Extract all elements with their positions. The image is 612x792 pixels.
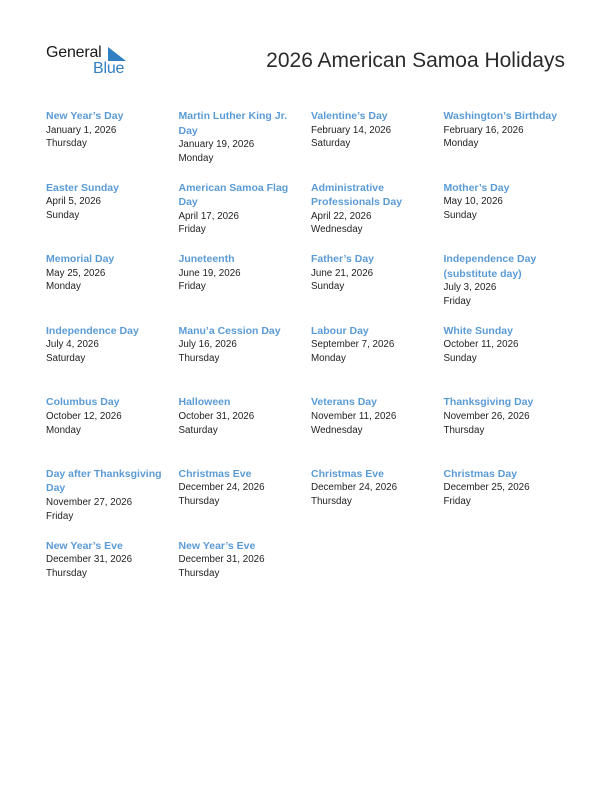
holiday-date: July 4, 2026 bbox=[46, 339, 99, 351]
holiday-name: Father’s Day bbox=[311, 253, 375, 266]
holiday-date: April 5, 2026 bbox=[46, 196, 102, 208]
holiday-item bbox=[179, 252, 312, 324]
holiday-name: American Samoa Flag Day bbox=[178, 181, 289, 209]
holiday-weekday: Wednesday bbox=[311, 224, 363, 236]
holiday-weekday: Thursday bbox=[46, 138, 87, 150]
holiday-date: February 14, 2026 bbox=[311, 124, 392, 136]
holiday-name: Thanksgiving Day bbox=[443, 396, 534, 409]
holiday-date: April 17, 2026 bbox=[178, 210, 239, 222]
holiday-item bbox=[46, 324, 179, 396]
holiday-name: Easter Sunday bbox=[46, 181, 119, 194]
holiday-name: New Year’s Day bbox=[46, 110, 124, 122]
holiday-weekday: Friday bbox=[443, 295, 471, 307]
holiday-weekday: Sunday bbox=[311, 281, 345, 293]
holiday-item bbox=[311, 252, 444, 324]
holiday-name: Christmas Eve bbox=[311, 467, 384, 480]
holiday-date: June 21, 2026 bbox=[311, 267, 374, 279]
holiday-item bbox=[46, 539, 179, 611]
holiday-item bbox=[444, 252, 577, 324]
holiday-weekday: Thursday bbox=[443, 424, 485, 436]
holiday-item bbox=[46, 467, 179, 539]
holiday-date: November 11, 2026 bbox=[311, 410, 397, 422]
holiday-weekday: Saturday bbox=[46, 353, 86, 365]
holiday-name: Washington’s Birthday bbox=[443, 110, 558, 122]
holiday-name: New Year’s Eve bbox=[46, 539, 123, 552]
holiday-item bbox=[179, 539, 312, 611]
holiday-name: Valentine’s Day bbox=[311, 110, 388, 122]
holiday-weekday: Saturday bbox=[311, 138, 351, 150]
holiday-name: Day after Thanksgiving Day bbox=[46, 467, 162, 495]
holiday-item bbox=[179, 395, 312, 467]
holiday-weekday: Wednesday bbox=[311, 424, 363, 436]
holiday-name: Manu’a Cession Day bbox=[178, 324, 281, 337]
holiday-item bbox=[179, 109, 312, 181]
holiday-name: Veterans Day bbox=[311, 396, 377, 409]
holiday-grid bbox=[46, 109, 576, 610]
holiday-weekday: Thursday bbox=[178, 567, 220, 579]
holiday-item bbox=[311, 324, 444, 396]
holiday-weekday: Friday bbox=[443, 496, 471, 508]
holiday-weekday: Monday bbox=[443, 138, 479, 150]
holiday-name: Memorial Day bbox=[46, 253, 115, 266]
holiday-date: October 11, 2026 bbox=[443, 339, 519, 351]
holiday-name: Administrative Professionals Day bbox=[311, 181, 403, 209]
holiday-date: July 3, 2026 bbox=[443, 282, 497, 294]
holiday-weekday: Monday bbox=[178, 152, 214, 164]
holiday-date: May 10, 2026 bbox=[443, 196, 503, 208]
holiday-weekday: Sunday bbox=[443, 353, 477, 365]
holiday-date: October 12, 2026 bbox=[46, 410, 122, 422]
holiday-weekday: Monday bbox=[46, 281, 81, 293]
holiday-date: November 27, 2026 bbox=[46, 496, 133, 508]
holiday-name: Labour Day bbox=[311, 324, 369, 337]
holiday-item bbox=[46, 181, 179, 253]
holiday-name: Mother’s Day bbox=[443, 181, 510, 194]
holiday-date: July 16, 2026 bbox=[178, 339, 237, 351]
holiday-date: April 22, 2026 bbox=[311, 210, 372, 222]
holiday-weekday: Saturday bbox=[178, 424, 218, 436]
holiday-name: Christmas Day bbox=[443, 467, 518, 480]
holiday-name: Christmas Eve bbox=[178, 467, 252, 480]
holiday-item bbox=[444, 467, 577, 539]
holiday-date: October 31, 2026 bbox=[178, 410, 255, 422]
holiday-date: December 24, 2026 bbox=[311, 482, 398, 494]
holiday-weekday: Thursday bbox=[178, 353, 220, 365]
holiday-item bbox=[444, 181, 577, 253]
logo-word-general: General bbox=[46, 44, 102, 61]
holiday-weekday: Monday bbox=[311, 353, 346, 365]
holiday-date: January 1, 2026 bbox=[46, 124, 117, 136]
logo-triangle-icon bbox=[108, 47, 126, 61]
holiday-item bbox=[311, 395, 444, 467]
holiday-item bbox=[311, 109, 444, 181]
holiday-name: Independence Day (substitute day) bbox=[443, 253, 537, 280]
holiday-item bbox=[179, 324, 312, 396]
holiday-date: November 26, 2026 bbox=[443, 410, 530, 422]
holiday-weekday: Thursday bbox=[46, 567, 87, 579]
holiday-item bbox=[444, 395, 577, 467]
holiday-name: White Sunday bbox=[443, 324, 513, 337]
holiday-name: Halloween bbox=[178, 396, 231, 409]
holiday-name: New Year’s Eve bbox=[178, 539, 256, 552]
holiday-weekday: Friday bbox=[178, 224, 206, 236]
holiday-date: December 24, 2026 bbox=[178, 482, 265, 494]
holiday-item bbox=[46, 109, 179, 181]
holiday-date: May 25, 2026 bbox=[46, 267, 106, 279]
holiday-item bbox=[46, 395, 179, 467]
logo-word-blue: Blue bbox=[93, 60, 125, 77]
holiday-date: June 19, 2026 bbox=[178, 267, 241, 279]
holiday-date: September 7, 2026 bbox=[311, 339, 395, 351]
holiday-date: December 31, 2026 bbox=[46, 554, 133, 566]
page-title: 2026 American Samoa Holidays bbox=[266, 49, 565, 72]
holiday-item bbox=[444, 109, 577, 181]
holiday-date: February 16, 2026 bbox=[443, 124, 524, 136]
brand-logo bbox=[46, 44, 136, 80]
holiday-weekday: Sunday bbox=[443, 209, 477, 221]
holiday-item bbox=[46, 252, 179, 324]
holiday-item bbox=[311, 467, 444, 539]
holiday-item bbox=[179, 181, 312, 253]
holiday-name: Columbus Day bbox=[46, 396, 120, 409]
holiday-weekday: Thursday bbox=[178, 496, 220, 508]
holiday-name: Independence Day bbox=[46, 324, 139, 337]
holiday-date: December 31, 2026 bbox=[178, 554, 265, 566]
holiday-weekday: Friday bbox=[46, 510, 74, 522]
holiday-weekday: Monday bbox=[46, 424, 81, 436]
holiday-date: December 25, 2026 bbox=[443, 482, 530, 494]
holiday-name: Juneteenth bbox=[178, 253, 235, 266]
holiday-weekday: Sunday bbox=[46, 209, 80, 221]
holiday-weekday: Thursday bbox=[311, 496, 352, 508]
holiday-weekday: Friday bbox=[178, 281, 206, 293]
holiday-item bbox=[311, 181, 444, 253]
holiday-item bbox=[444, 324, 577, 396]
holiday-name: Martin Luther King Jr. Day bbox=[178, 110, 288, 137]
holiday-date: January 19, 2026 bbox=[178, 139, 255, 150]
holiday-item bbox=[179, 467, 312, 539]
